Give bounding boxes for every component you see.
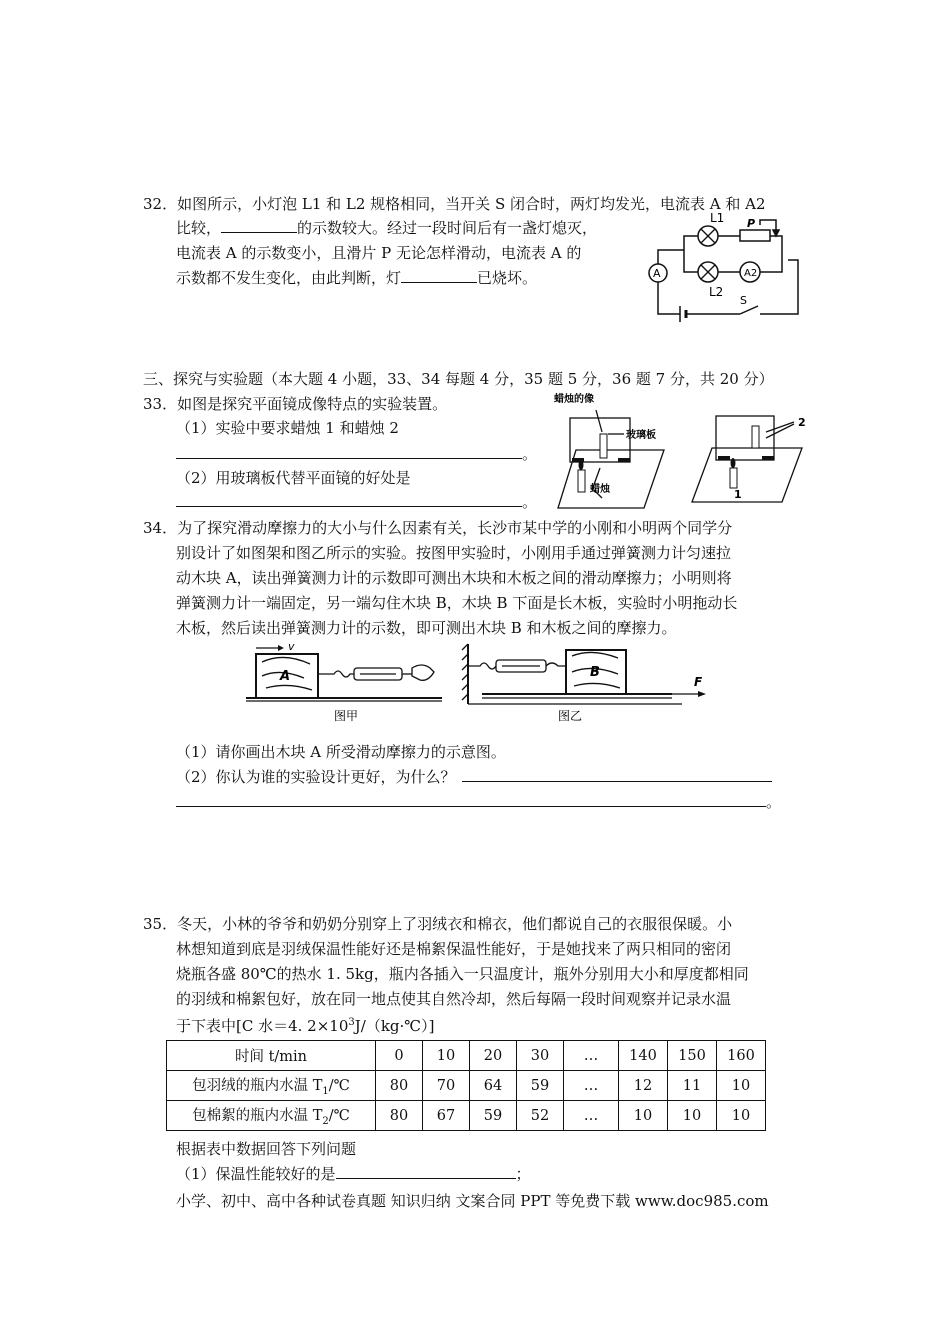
table-row-label: 包羽绒的瓶内水温 $T_1/℃$ (167, 1071, 376, 1101)
q35-data-table (166, 1040, 766, 1131)
q34-caption-jia: 图甲 (334, 709, 359, 723)
q35-line1-text: 冬天，小林的爷爷和奶奶分别穿上了羽绒衣和棉衣，他们都说自己的衣服很保暖。小 (177, 915, 733, 933)
q34-answer-blank-2[interactable] (176, 792, 766, 807)
q34-label-block-a: A (280, 669, 291, 684)
q32-line4a: 示数都不发生变化，由此判断，灯 (176, 269, 402, 287)
q32-answer-blank-2[interactable] (401, 268, 477, 283)
q35-sub1: （1）保温性能较好的是 (176, 1165, 336, 1183)
table-header-cell: 140 (619, 1041, 668, 1071)
q33-end2: 。 (522, 493, 538, 511)
table-cell: 70 (423, 1071, 470, 1101)
q35-number: 35． (143, 915, 178, 933)
q34-line2: 别设计了如图架和图乙所示的实验。按图甲实验时，小刚用手通过弹簧测力计匀速拉 (176, 544, 732, 562)
table-cell: 12 (619, 1071, 668, 1101)
q32-answer-blank-1[interactable] (221, 218, 297, 233)
q32-circuit-diagram (640, 212, 810, 324)
q33-answer-blank-1[interactable] (176, 444, 522, 459)
q34-sub2-line (176, 767, 772, 787)
q32-line2a: 比较， (176, 219, 222, 237)
q33-figure-left (556, 390, 666, 512)
q34-line1 (143, 518, 732, 538)
q32-line1 (143, 194, 766, 214)
q34-sub2: （2）你认为谁的实验设计更好，为什么？ (176, 768, 456, 786)
q35-answer-blank-1[interactable] (336, 1164, 516, 1179)
table-header-cell: 160 (717, 1041, 766, 1071)
table-cell: … (564, 1071, 619, 1101)
q35-after-table: 根据表中数据回答下列问题 (176, 1140, 357, 1158)
q34-line5: 木板，然后读出弹簧测力计的示数，即可测出木块 B 和木板之间的摩擦力。 (176, 619, 677, 637)
q34-label-f: F (694, 675, 703, 689)
table-header-cell: 20 (470, 1041, 517, 1071)
q32-line2 (176, 218, 597, 238)
q32-number: 32． (143, 195, 178, 213)
table-cell: 10 (619, 1101, 668, 1131)
q33-sub2-answer-line (176, 492, 537, 512)
table-cell: 59 (470, 1101, 517, 1131)
q34-label-block-b: B (590, 665, 600, 680)
table-cell: 10 (717, 1071, 766, 1101)
q32-label-l2: L2 (709, 285, 724, 299)
q32-line4 (176, 268, 537, 288)
q33-figure-right (690, 402, 806, 506)
q35-end1: ； (515, 1165, 531, 1183)
table-cell: … (564, 1101, 619, 1131)
table-row (167, 1101, 766, 1131)
q34-end2: 。 (766, 793, 782, 811)
q33-sub1: （1）实验中要求蜡烛 1 和蜡烛 2 (176, 419, 399, 437)
table-cell: 52 (517, 1101, 564, 1131)
q35-line3: 烧瓶各盛 80℃的热水 1. 5kg，瓶内各插入一只温度计，瓶外分别用大小和厚度都相同 (176, 965, 749, 983)
table-header-cell: 0 (376, 1041, 423, 1071)
q35-line5a: 于下表中[C 水＝4. 2×10 (176, 1017, 349, 1035)
table-cell: 10 (717, 1101, 766, 1131)
table-cell: 59 (517, 1071, 564, 1101)
q32-label-a2: A2 (744, 268, 758, 279)
q33-label-image: 蜡烛的像 (554, 394, 594, 405)
q34-answer-blank-1[interactable] (462, 767, 772, 782)
table-cell: 80 (376, 1071, 423, 1101)
q34-sub1: （1）请你画出木块 A 所受滑动摩擦力的示意图。 (176, 743, 506, 761)
q33-number: 33． (143, 395, 178, 413)
q34-line1-text: 为了探究滑动摩擦力的大小与什么因素有关，长沙市某中学的小刚和小明两个同学分 (177, 519, 733, 537)
q33-line1-text: 如图是探究平面镜成像特点的实验装置。 (177, 395, 448, 413)
q33-line1 (143, 394, 447, 414)
q33-end1: 。 (522, 445, 538, 463)
q35-line5b: J/（kg·℃）] (354, 1017, 435, 1035)
table-cell: 10 (668, 1101, 717, 1131)
q34-line3: 动木块 A，读出弹簧测力计的示数即可测出木块和木板之间的滑动摩擦力；小明则将 (176, 569, 732, 587)
q35-line4: 的羽绒和棉絮包好，放在同一地点使其自然冷却，然后每隔一段时间观察并记录水温 (176, 990, 732, 1008)
table-header-cell: 30 (517, 1041, 564, 1071)
q35-sub1-line (176, 1164, 531, 1184)
q33-label-candle: 蜡烛 (590, 484, 610, 495)
table-header-row (167, 1041, 766, 1071)
table-row (167, 1071, 766, 1101)
q35-line5-sup: 3 (348, 1017, 355, 1028)
q34-number: 34． (143, 519, 178, 537)
table-cell: 67 (423, 1101, 470, 1131)
q33-label-glass: 玻璃板 (626, 430, 656, 441)
q32-label-s: S (740, 294, 747, 307)
q35-line2: 林想知道到底是羽绒保温性能好还是棉絮保温性能好，于是她找来了两只相同的密闭 (176, 940, 732, 958)
q34-label-v: v (288, 640, 295, 653)
q34-sub2-answer-line (176, 792, 781, 812)
table-cell: 11 (668, 1071, 717, 1101)
q34-line4: 弹簧测力计一端固定，另一端勾住木块 B，木块 B 下面是长木板，实验时小明拖动长 (176, 594, 738, 612)
page-footer: 小学、初中、高中各种试卷真题 知识归纳 文案合同 PPT 等免费下载 www.doc985.com (176, 1192, 769, 1210)
table-cell: 64 (470, 1071, 517, 1101)
q35-line5 (176, 1013, 434, 1036)
table-row-label: 包棉絮的瓶内水温 $T_2/℃$ (167, 1101, 376, 1131)
q33-label-num2: 2 (798, 416, 806, 429)
q34-caption-yi: 图乙 (558, 709, 583, 723)
table-header-cell: 150 (668, 1041, 717, 1071)
q32-line1-text: 如图所示，小灯泡 L1 和 L2 规格相同，当开关 S 闭合时，两灯均发光，电流表 A 和 A2 (177, 195, 766, 213)
table-header-cell: … (564, 1041, 619, 1071)
q32-label-p: P (747, 217, 756, 230)
q32-label-l1: L1 (710, 211, 725, 225)
q32-line2b: 的示数较大。经过一段时间后有一盏灯熄灭， (297, 219, 598, 237)
q35-line1 (143, 914, 732, 934)
q34-figure-jia (244, 642, 444, 726)
table-header-cell: 时间 t/min (167, 1041, 376, 1071)
q33-sub2: （2）用玻璃板代替平面镜的好处是 (176, 469, 411, 487)
q33-label-num1: 1 (734, 488, 742, 501)
q32-line3: 电流表 A 的示数变小，且滑片 P 无论怎样滑动，电流表 A 的 (176, 244, 582, 262)
table-header-cell: 10 (423, 1041, 470, 1071)
q33-answer-blank-2[interactable] (176, 492, 522, 507)
q33-sub1-answer-line (176, 444, 537, 464)
section3-heading: 三、探究与实验题（本大题 4 小题，33、34 每题 4 分，35 题 5 分，36 题 7 分，共 20 分） (143, 370, 774, 388)
q32-label-a: A (653, 267, 661, 280)
q34-figure-yi (462, 642, 712, 726)
table-cell: 80 (376, 1101, 423, 1131)
q32-line4b: 已烧坏。 (477, 269, 538, 287)
